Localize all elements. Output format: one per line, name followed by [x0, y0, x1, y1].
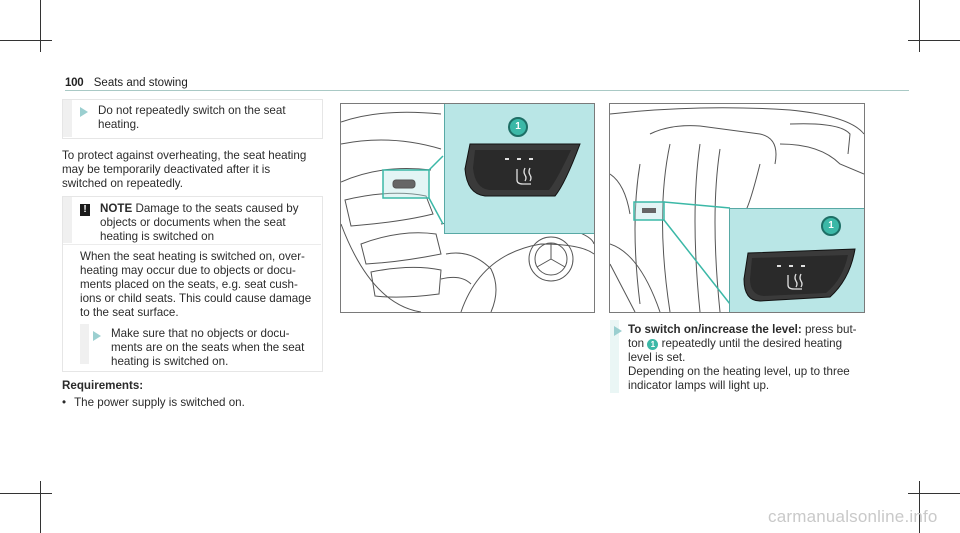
text-line	[628, 337, 857, 351]
note-bar	[63, 197, 72, 243]
text-line: Depending on the heating level, up to three	[628, 365, 850, 378]
door-illustration	[340, 103, 595, 313]
instruction-arrow-icon	[93, 331, 101, 341]
requirement-item	[62, 396, 245, 410]
callout-1: 1	[821, 216, 841, 236]
crop-mark	[908, 493, 960, 494]
page-header	[65, 73, 188, 91]
watermark: carmanualsonline.info	[768, 507, 938, 526]
text-line: heating may occur due to objects or docu-	[80, 264, 296, 277]
paragraph-overheating	[62, 149, 306, 191]
header-rule	[65, 90, 909, 91]
instruction-arrow-icon	[80, 107, 88, 117]
page-number: 100	[65, 77, 84, 89]
text-line: switched on repeatedly.	[62, 177, 183, 190]
text-line	[100, 202, 299, 216]
text-line: objects or documents when the seat	[100, 216, 286, 229]
section-title: Seats and stowing	[93, 77, 188, 89]
note-heading	[100, 202, 299, 244]
switch-on-instruction	[628, 323, 857, 393]
text-line: level is set.	[628, 351, 686, 364]
requirements-label: Requirements:	[62, 379, 144, 392]
text-line: ions or child seats. This could cause damage	[80, 292, 312, 305]
crop-mark	[40, 0, 41, 52]
instruction-rest: press but-	[804, 323, 857, 336]
door-inset	[444, 103, 595, 234]
rear-seat-illustration	[609, 103, 865, 313]
rear-seat-inset	[729, 208, 865, 313]
crop-mark	[40, 481, 41, 533]
note-body	[80, 250, 311, 320]
callout-1: 1	[508, 117, 528, 137]
instruction-bar	[63, 100, 72, 137]
crop-mark	[0, 40, 52, 41]
instruction-arrow-icon	[614, 326, 622, 336]
text-line: heating is switched on.	[111, 355, 229, 368]
note-instruction	[111, 327, 304, 369]
text-line: Make sure that no objects or docu-	[111, 327, 290, 340]
note-divider	[63, 244, 321, 245]
text-line: to the seat surface.	[80, 306, 179, 319]
instruction-pre: ton	[628, 337, 645, 350]
requirement-text: The power supply is switched on.	[74, 396, 245, 409]
note-heading-line: Damage to the seats caused by	[135, 202, 299, 215]
crop-mark	[0, 493, 52, 494]
text-line: heating is switched on	[100, 230, 215, 243]
text-line: When the seat heating is switched on, over-	[80, 250, 305, 263]
crop-mark	[908, 40, 960, 41]
instruction-text	[98, 104, 286, 132]
bullet-icon: •	[62, 396, 67, 409]
instruction-bold: To switch on/increase the level:	[628, 323, 802, 336]
text-line: Do not repeatedly switch on the seat	[98, 104, 286, 117]
text-line: heating.	[98, 118, 140, 131]
text-line: ments placed on the seats, e.g. seat cush-	[80, 278, 298, 291]
text-line: may be temporarily deactivated after it is	[62, 163, 271, 176]
crop-mark	[919, 0, 920, 52]
text-line: ments are on the seats when the seat	[111, 341, 305, 354]
warning-icon: !	[80, 204, 90, 216]
note-label: NOTE	[100, 202, 133, 215]
instruction-post: repeatedly until the desired heating	[661, 337, 843, 350]
text-line: To protect against overheating, the seat heating	[62, 149, 307, 162]
callout-1-inline: 1	[647, 339, 658, 350]
text-line	[628, 323, 857, 337]
rear-switch-drawing	[730, 209, 865, 313]
text-line: indicator lamps will light up.	[628, 379, 770, 392]
note-instruction-bar	[80, 324, 89, 364]
